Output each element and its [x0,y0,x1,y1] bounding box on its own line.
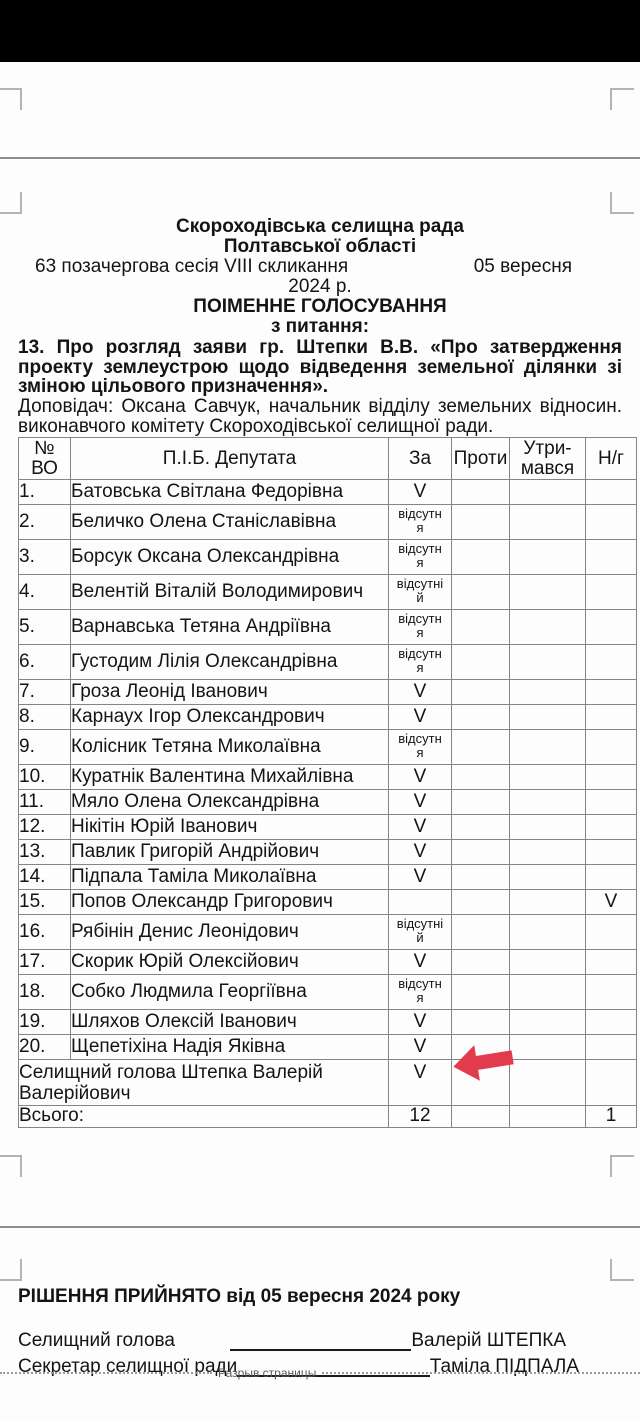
table-row [19,975,637,1010]
cell-utrym [510,815,586,840]
cell-utrym [510,1010,586,1035]
cell-num: 16. [19,915,71,950]
cell-za: V [389,1060,452,1106]
page-corner-mark [0,1259,22,1281]
table-row [19,610,637,645]
signature-line [230,1332,411,1351]
cell-name: Велентій Віталій Володимирович [71,575,389,610]
cell-utrym [510,610,586,645]
cell-num: 12. [19,815,71,840]
total-proty [452,1105,510,1127]
cell-ng [586,815,637,840]
cell-utrym [510,865,586,890]
cell-za: V [389,480,452,505]
cell-name: Карнаух Ігор Олександрович [71,705,389,730]
cell-ng [586,865,637,890]
cell-za: V [389,790,452,815]
cell-utrym [510,575,586,610]
table-row [19,865,637,890]
signature-row-head [18,1330,566,1351]
session-text: 63 позачергова сесія VIII скликання [35,256,349,277]
table-row [19,790,637,815]
cell-za: V [389,680,452,705]
cell-name: Куратнік Валентина Михайлівна [71,765,389,790]
cell-name: Щепетіхіна Надія Яківна [71,1035,389,1060]
table-row [19,1010,637,1035]
page-break-marker [0,1366,640,1380]
region-title: Полтавської області [223,236,417,257]
chairman-name: Селищний голова Штепка Валерій Валерійович [19,1060,389,1106]
cell-name: Варнавська Тетяна Андріївна [71,610,389,645]
header-num: № ВО [19,438,71,480]
total-label: Всього: [19,1105,389,1127]
page-corner-mark [610,1155,634,1177]
cell-za: відсутній [389,575,452,610]
cell-name: Павлик Григорій Андрійович [71,840,389,865]
table-row [19,505,637,540]
table-row [19,1035,637,1060]
table-row [19,645,637,680]
cell-num: 14. [19,865,71,890]
table-row-chairman [19,1060,637,1106]
header-proty: Проти [452,438,510,480]
cell-proty [452,890,510,915]
cell-ng [586,680,637,705]
cell-proty [452,645,510,680]
cell-num: 5. [19,610,71,645]
cell-num: 19. [19,1010,71,1035]
total-za: 12 [389,1105,452,1127]
cell-za: відсутній [389,915,452,950]
cell-proty [452,680,510,705]
signature-name: Валерій ШТЕПКА [411,1330,566,1351]
page-break-dots [0,1372,212,1374]
cell-ng [586,645,637,680]
cell-name: Попов Олександр Григорович [71,890,389,915]
total-utrym [510,1105,586,1127]
page-corner-mark [610,1259,634,1281]
vote-table [18,437,637,1128]
council-title: Скороходівська селищна рада [176,216,464,237]
cell-proty [452,840,510,865]
cell-proty [452,730,510,765]
cell-utrym [510,890,586,915]
cell-proty [452,765,510,790]
table-row [19,705,637,730]
cell-name: Нікітін Юрій Іванович [71,815,389,840]
cell-za: відсутня [389,645,452,680]
page-break-dots [322,1372,640,1374]
cell-utrym [510,680,586,705]
page-corner-mark [0,88,22,110]
cell-za: V [389,1010,452,1035]
cell-za: відсутня [389,505,452,540]
cell-name: Густодим Лілія Олександрівна [71,645,389,680]
cell-za: V [389,1035,452,1060]
cell-ng [586,1035,637,1060]
cell-ng [586,540,637,575]
cell-proty [452,480,510,505]
cell-ng [586,505,637,540]
cell-proty [452,975,510,1010]
cell-ng [586,915,637,950]
cell-name: Колісник Тетяна Миколаївна [71,730,389,765]
header-za: За [389,438,452,480]
cell-proty [452,790,510,815]
cell-za: V [389,705,452,730]
cell-utrym [510,765,586,790]
cell-utrym [510,480,586,505]
cell-num: 11. [19,790,71,815]
cell-name: Собко Людмила Георгіївна [71,975,389,1010]
signature-name: Таміла ПІДПАЛА [429,1356,579,1377]
cell-name: Батовська Світлана Федорівна [71,480,389,505]
total-ng: 1 [586,1105,637,1127]
cell-num: 15. [19,890,71,915]
cell-za: відсутня [389,610,452,645]
speaker-paragraph: Доповідач: Оксана Савчук, начальник відділу земельних відносин. виконавчого комітету Скороходівської селищної ради. [18,396,622,437]
cell-name: Борсук Оксана Олександрівна [71,540,389,575]
session-date: 05 вересня [473,256,572,277]
cell-num: 13. [19,840,71,865]
cell-num: 17. [19,950,71,975]
cell-proty [452,915,510,950]
page-divider [0,157,640,159]
cell-utrym [510,540,586,575]
page-corner-mark [610,88,634,110]
cell-utrym [510,730,586,765]
cell-proty [452,815,510,840]
cell-utrym [510,950,586,975]
cell-ng [586,975,637,1010]
page-corner-mark [0,1155,22,1177]
cell-proty [452,865,510,890]
cell-name: Рябінін Денис Леонідович [71,915,389,950]
cell-name: Беличко Олена Станіславівна [71,505,389,540]
signature-label: Секретар селищної ради [18,1356,238,1377]
cell-proty [452,610,510,645]
vote-subtitle: з питання: [270,316,370,337]
cell-num: 10. [19,765,71,790]
cell-num: 4. [19,575,71,610]
page-corner-mark [610,192,634,214]
cell-utrym [510,505,586,540]
decision-line: РІШЕННЯ ПРИЙНЯТО від 05 вересня 2024 року [18,1286,461,1307]
top-black-bar [0,0,640,62]
cell-num: 6. [19,645,71,680]
table-row [19,480,637,505]
vote-title: ПОІМЕННЕ ГОЛОСУВАННЯ [193,296,447,317]
cell-name: Підпала Таміла Миколаївна [71,865,389,890]
table-row [19,915,637,950]
cell-name: Гроза Леонід Іванович [71,680,389,705]
table-row [19,950,637,975]
table-row [19,890,637,915]
cell-utrym [510,1060,586,1106]
page-break-label: Разрыв страницы [218,1366,317,1380]
table-row [19,575,637,610]
cell-proty [452,575,510,610]
cell-za: V [389,840,452,865]
cell-ng: V [586,890,637,915]
cell-ng [586,790,637,815]
table-row [19,540,637,575]
cell-proty [452,705,510,730]
cell-utrym [510,915,586,950]
cell-ng [586,730,637,765]
cell-ng [586,1060,637,1106]
cell-za: V [389,950,452,975]
cell-za: відсутня [389,540,452,575]
header-utrym: Утри-мався [510,438,586,480]
table-row [19,680,637,705]
cell-za: відсутня [389,975,452,1010]
page-corner-mark [0,192,22,214]
table-row [19,840,637,865]
cell-ng [586,575,637,610]
cell-num: 9. [19,730,71,765]
cell-za: відсутня [389,730,452,765]
cell-ng [586,765,637,790]
cell-proty [452,505,510,540]
question-paragraph: 13. Про розгляд заяви гр. Штепки В.В. «Про затвердження проекту землеустрою щодо відведення земельної ділянки зі зміною цільового призначення». [18,337,622,397]
cell-proty [452,1010,510,1035]
cell-num: 18. [19,975,71,1010]
session-year: 2024 р. [288,276,352,297]
document-header [18,217,622,337]
cell-name: Шляхов Олексій Іванович [71,1010,389,1035]
cell-utrym [510,645,586,680]
cell-za [389,890,452,915]
header-ng: Н/г [586,438,637,480]
cell-za: V [389,765,452,790]
cell-num: 3. [19,540,71,575]
cell-utrym [510,705,586,730]
table-header-row [19,438,637,480]
cell-ng [586,840,637,865]
cell-num: 7. [19,680,71,705]
cell-utrym [510,975,586,1010]
cell-za: V [389,815,452,840]
table-row-total [19,1105,637,1127]
session-line [18,257,622,277]
page-divider [0,1226,640,1228]
table-row [19,765,637,790]
cell-utrym [510,790,586,815]
cell-name: Скорик Юрій Олексійович [71,950,389,975]
cell-num: 20. [19,1035,71,1060]
cell-ng [586,705,637,730]
cell-ng [586,1010,637,1035]
cell-num: 2. [19,505,71,540]
cell-ng [586,610,637,645]
cell-ng [586,480,637,505]
header-name: П.І.Б. Депутата [71,438,389,480]
cell-utrym [510,1035,586,1060]
cell-num: 1. [19,480,71,505]
table-row [19,815,637,840]
signature-label: Селищний голова [18,1330,175,1351]
table-row [19,730,637,765]
cell-za: V [389,865,452,890]
cell-proty [452,950,510,975]
cell-proty [452,540,510,575]
cell-name: Мяло Олена Олександрівна [71,790,389,815]
cell-ng [586,950,637,975]
cell-utrym [510,840,586,865]
cell-num: 8. [19,705,71,730]
